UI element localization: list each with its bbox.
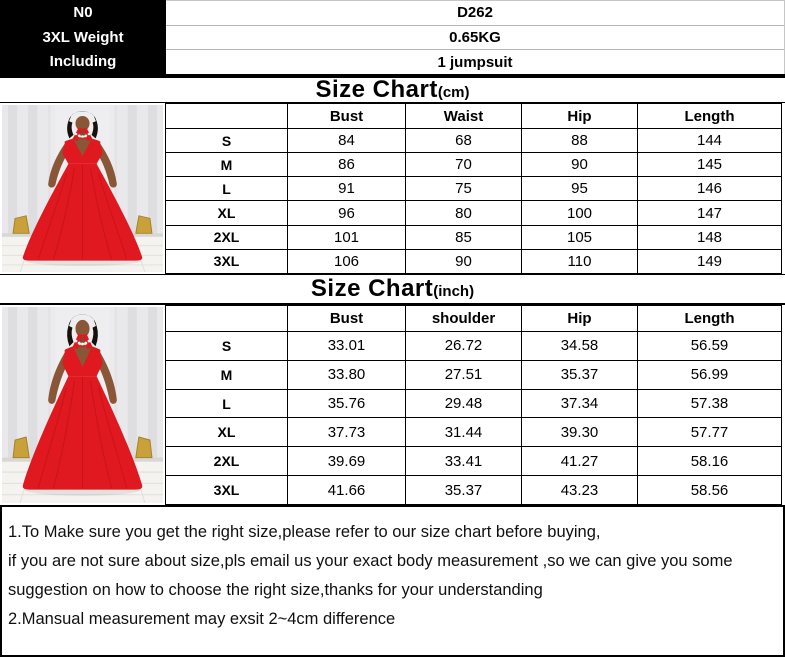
- cell: 39.69: [288, 447, 406, 476]
- cm-row-l: [166, 177, 782, 201]
- cell: 110: [522, 249, 638, 273]
- model-face: [75, 116, 89, 131]
- cell: 75: [406, 177, 522, 201]
- cell: 148: [638, 225, 782, 249]
- info-value-weight: 0.65KG: [166, 26, 784, 51]
- size-label: L: [166, 177, 288, 201]
- info-value-including: 1 jumpsuit: [437, 53, 513, 71]
- size-label: 2XL: [166, 447, 288, 476]
- size-notes: [0, 505, 785, 657]
- inch-col-bust: Bust: [288, 306, 406, 332]
- inch-row-s: [166, 332, 782, 361]
- cell: 70: [406, 153, 522, 177]
- cm-row-s: [166, 129, 782, 153]
- cell: 100: [522, 201, 638, 225]
- product-photo-1: [0, 103, 165, 274]
- cm-col-size: [166, 104, 288, 129]
- cell: 147: [638, 201, 782, 225]
- cell: 33.80: [288, 360, 406, 389]
- cell: 85: [406, 225, 522, 249]
- size-label: L: [166, 389, 288, 418]
- size-chart-inch-table: [165, 305, 782, 505]
- size-label: 3XL: [166, 476, 288, 505]
- cell: 35.76: [288, 389, 406, 418]
- cell: 58.16: [638, 447, 782, 476]
- inch-col-shoulder: shoulder: [406, 306, 522, 332]
- note-line-2: if you are not sure about size,pls email us your exact body measurement ,so we can give you some: [8, 552, 733, 570]
- size-label: 3XL: [166, 249, 288, 273]
- cell: 105: [522, 225, 638, 249]
- info-label-weight: 3XL Weight: [42, 28, 124, 46]
- cell: 91: [288, 177, 406, 201]
- cm-col-hip: Hip: [522, 104, 638, 129]
- cell: 68: [406, 129, 522, 153]
- note-line-4: 2.Mansual measurement may exsit 2~4cm difference: [8, 610, 396, 628]
- inch-row-xl: [166, 418, 782, 447]
- product-photo-2: [0, 305, 165, 505]
- info-label-no: N0: [73, 3, 93, 21]
- inch-col-hip: Hip: [522, 306, 638, 332]
- inch-row-l: [166, 389, 782, 418]
- cm-col-waist: Waist: [406, 104, 522, 129]
- inch-row-3xl: [166, 476, 782, 505]
- cell: 41.66: [288, 476, 406, 505]
- cell: 58.56: [638, 476, 782, 505]
- cell: 35.37: [522, 360, 638, 389]
- inch-title-text: Size Chart: [310, 275, 434, 302]
- size-label: M: [166, 360, 288, 389]
- cm-title-text: Size Chart: [315, 76, 438, 103]
- cm-row-xl: [166, 201, 782, 225]
- info-label-including: Including: [49, 53, 117, 71]
- cell: 41.27: [522, 447, 638, 476]
- inch-col-length: Length: [638, 306, 782, 332]
- info-value-no: D262: [166, 1, 784, 26]
- cm-col-length: Length: [638, 104, 782, 129]
- cell: 90: [522, 153, 638, 177]
- note-line-1: 1.To Make sure you get the right size,please refer to our size chart before buying,: [8, 523, 601, 541]
- cell: 37.73: [288, 418, 406, 447]
- size-chart-cm-table: [165, 103, 782, 274]
- inch-col-size: [166, 306, 288, 332]
- model-photo-illustration: [2, 307, 163, 503]
- cell: 80: [406, 201, 522, 225]
- cell: 27.51: [406, 360, 522, 389]
- cell: 101: [288, 225, 406, 249]
- cell: 88: [522, 129, 638, 153]
- cell: 144: [638, 129, 782, 153]
- cell: 86: [288, 153, 406, 177]
- size-label: XL: [166, 201, 288, 225]
- cell: 84: [288, 129, 406, 153]
- note-line-3: suggestion on how to choose the right size,thanks for your understanding: [8, 581, 543, 599]
- cell: 95: [522, 177, 638, 201]
- cell: 57.77: [638, 418, 782, 447]
- size-label: 2XL: [166, 225, 288, 249]
- cm-row-m: [166, 153, 782, 177]
- cell: 33.01: [288, 332, 406, 361]
- inch-row-m: [166, 360, 782, 389]
- cell: 56.99: [638, 360, 782, 389]
- cell: 29.48: [406, 389, 522, 418]
- cell: 146: [638, 177, 782, 201]
- product-info-values: [166, 0, 785, 74]
- cell: 96: [288, 201, 406, 225]
- cell: 106: [288, 249, 406, 273]
- cell: 37.34: [522, 389, 638, 418]
- cell: 145: [638, 153, 782, 177]
- cell: 34.58: [522, 332, 638, 361]
- size-label: S: [166, 332, 288, 361]
- size-label: M: [166, 153, 288, 177]
- inch-row-2xl: [166, 447, 782, 476]
- size-chart-inch-title: [0, 274, 785, 305]
- cm-row-3xl: [166, 249, 782, 273]
- inch-header-row: [166, 306, 782, 332]
- cell: 43.23: [522, 476, 638, 505]
- size-label: XL: [166, 418, 288, 447]
- cell: 39.30: [522, 418, 638, 447]
- size-label: S: [166, 129, 288, 153]
- cell: 33.41: [406, 447, 522, 476]
- cell: 26.72: [406, 332, 522, 361]
- cm-header-row: [166, 104, 782, 129]
- cm-title-unit: (cm): [437, 83, 470, 101]
- cm-row-2xl: [166, 225, 782, 249]
- cell: 56.59: [638, 332, 782, 361]
- cell: 90: [406, 249, 522, 273]
- size-chart-cm-title: [0, 74, 785, 103]
- cell: 31.44: [406, 418, 522, 447]
- product-info-labels: [0, 0, 166, 74]
- cell: 57.38: [638, 389, 782, 418]
- inch-title-unit: (inch): [433, 282, 475, 300]
- cell: 149: [638, 249, 782, 273]
- cell: 35.37: [406, 476, 522, 505]
- cm-col-bust: Bust: [288, 104, 406, 129]
- model-photo-illustration: [2, 105, 163, 272]
